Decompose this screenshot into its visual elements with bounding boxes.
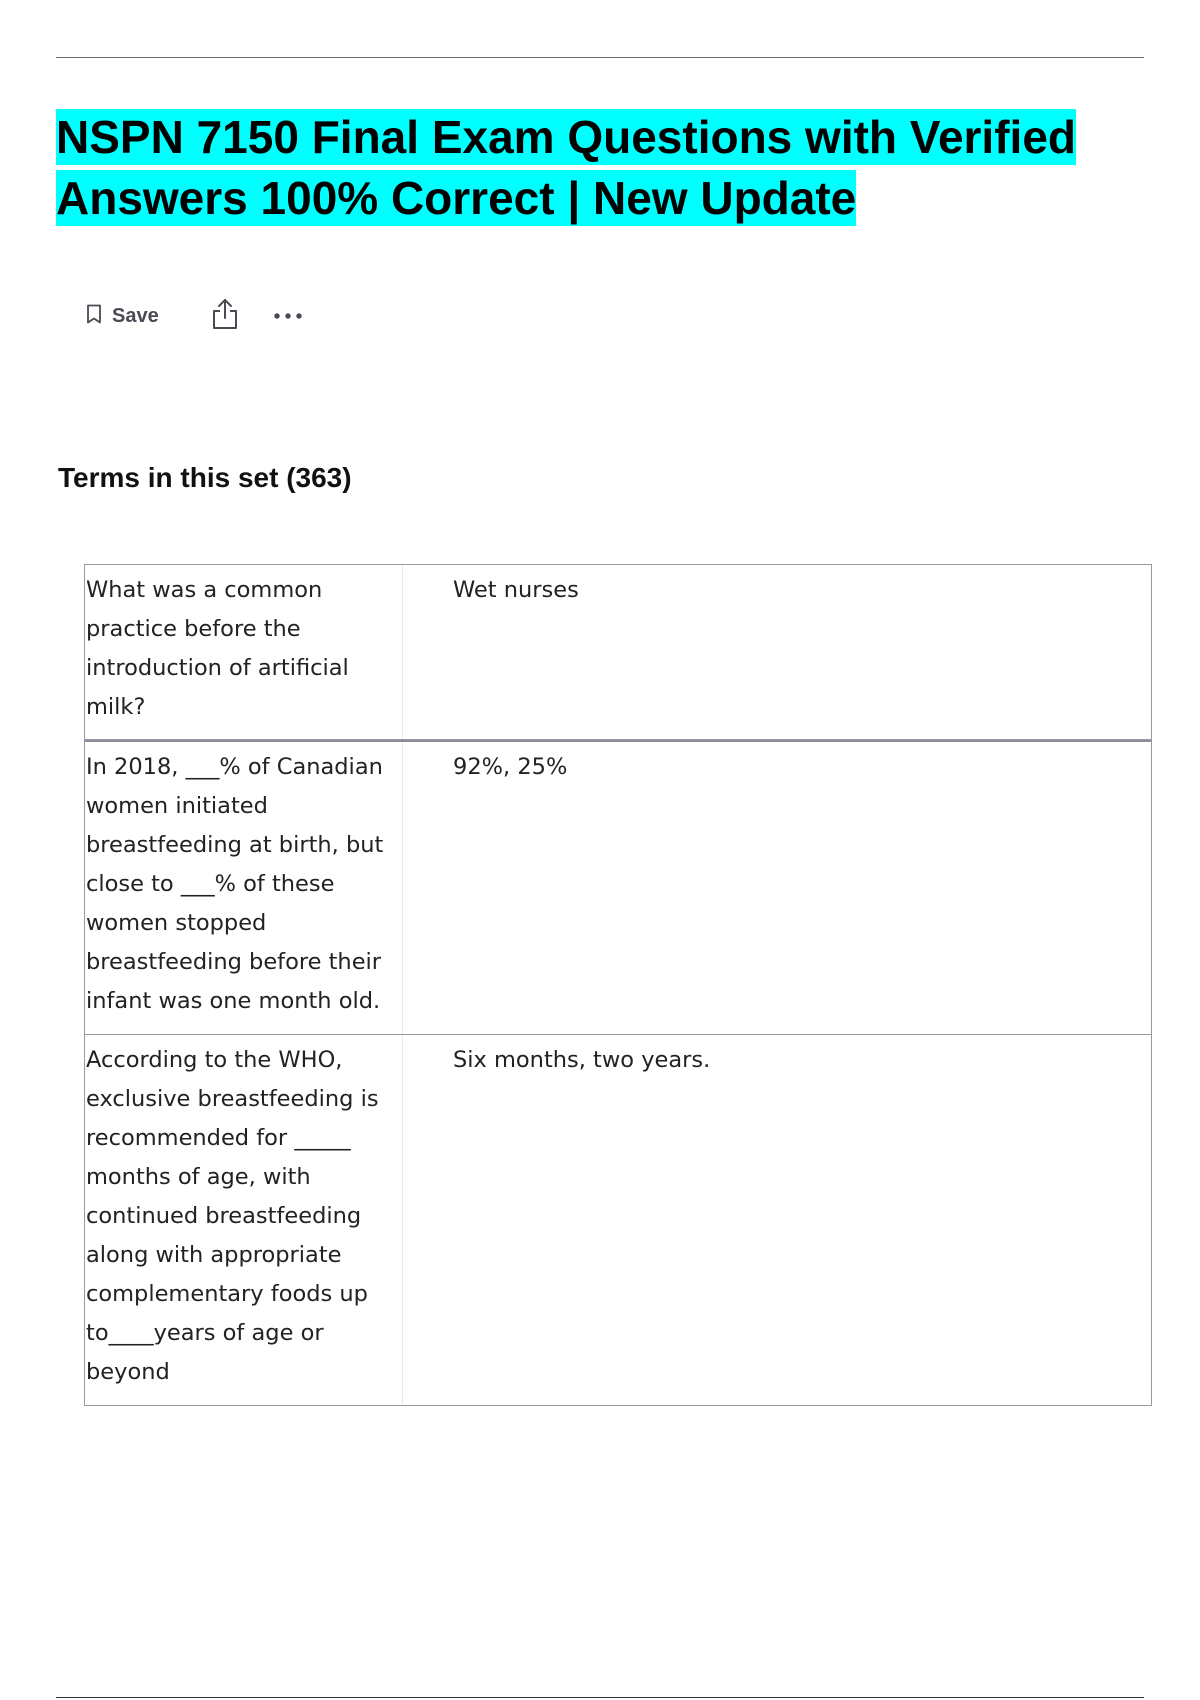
bottom-divider [56, 1697, 1144, 1698]
top-divider [56, 57, 1144, 58]
more-horizontal-icon [273, 307, 303, 325]
more-options-button[interactable] [273, 307, 303, 325]
title-line-1: NSPN 7150 Final Exam Questions with Verified [56, 111, 1076, 163]
terms-heading: Terms in this set (363) [58, 462, 352, 493]
share-button[interactable] [211, 298, 239, 335]
bookmark-icon [86, 304, 102, 329]
action-bar [86, 296, 303, 336]
term-row [85, 740, 1151, 1034]
term-question: According to the WHO, exclusive breastfeeding is recommended for _____ months of age, with continued breastfeeding along with appropriate complementary foods up to____years of age or beyond [85, 1035, 403, 1405]
document-title [56, 107, 1156, 229]
term-answer: Six months, two years. [453, 1047, 711, 1073]
term-row [85, 1034, 1151, 1405]
term-question: In 2018, ___% of Canadian women initiated breastfeeding at birth, but close to ___% of these women stopped breastfeeding before their infant was one month old. [85, 742, 403, 1034]
save-button[interactable] [86, 304, 159, 329]
share-icon [211, 298, 239, 335]
save-label: Save [112, 304, 159, 327]
term-answer: Wet nurses [453, 577, 579, 603]
terms-table [84, 564, 1152, 1406]
term-answer: 92%, 25% [453, 754, 568, 780]
term-row [85, 565, 1151, 740]
title-line-2: Answers 100% Correct | New Update [56, 172, 857, 224]
term-question: What was a common practice before the introduction of artificial milk? [85, 565, 403, 739]
